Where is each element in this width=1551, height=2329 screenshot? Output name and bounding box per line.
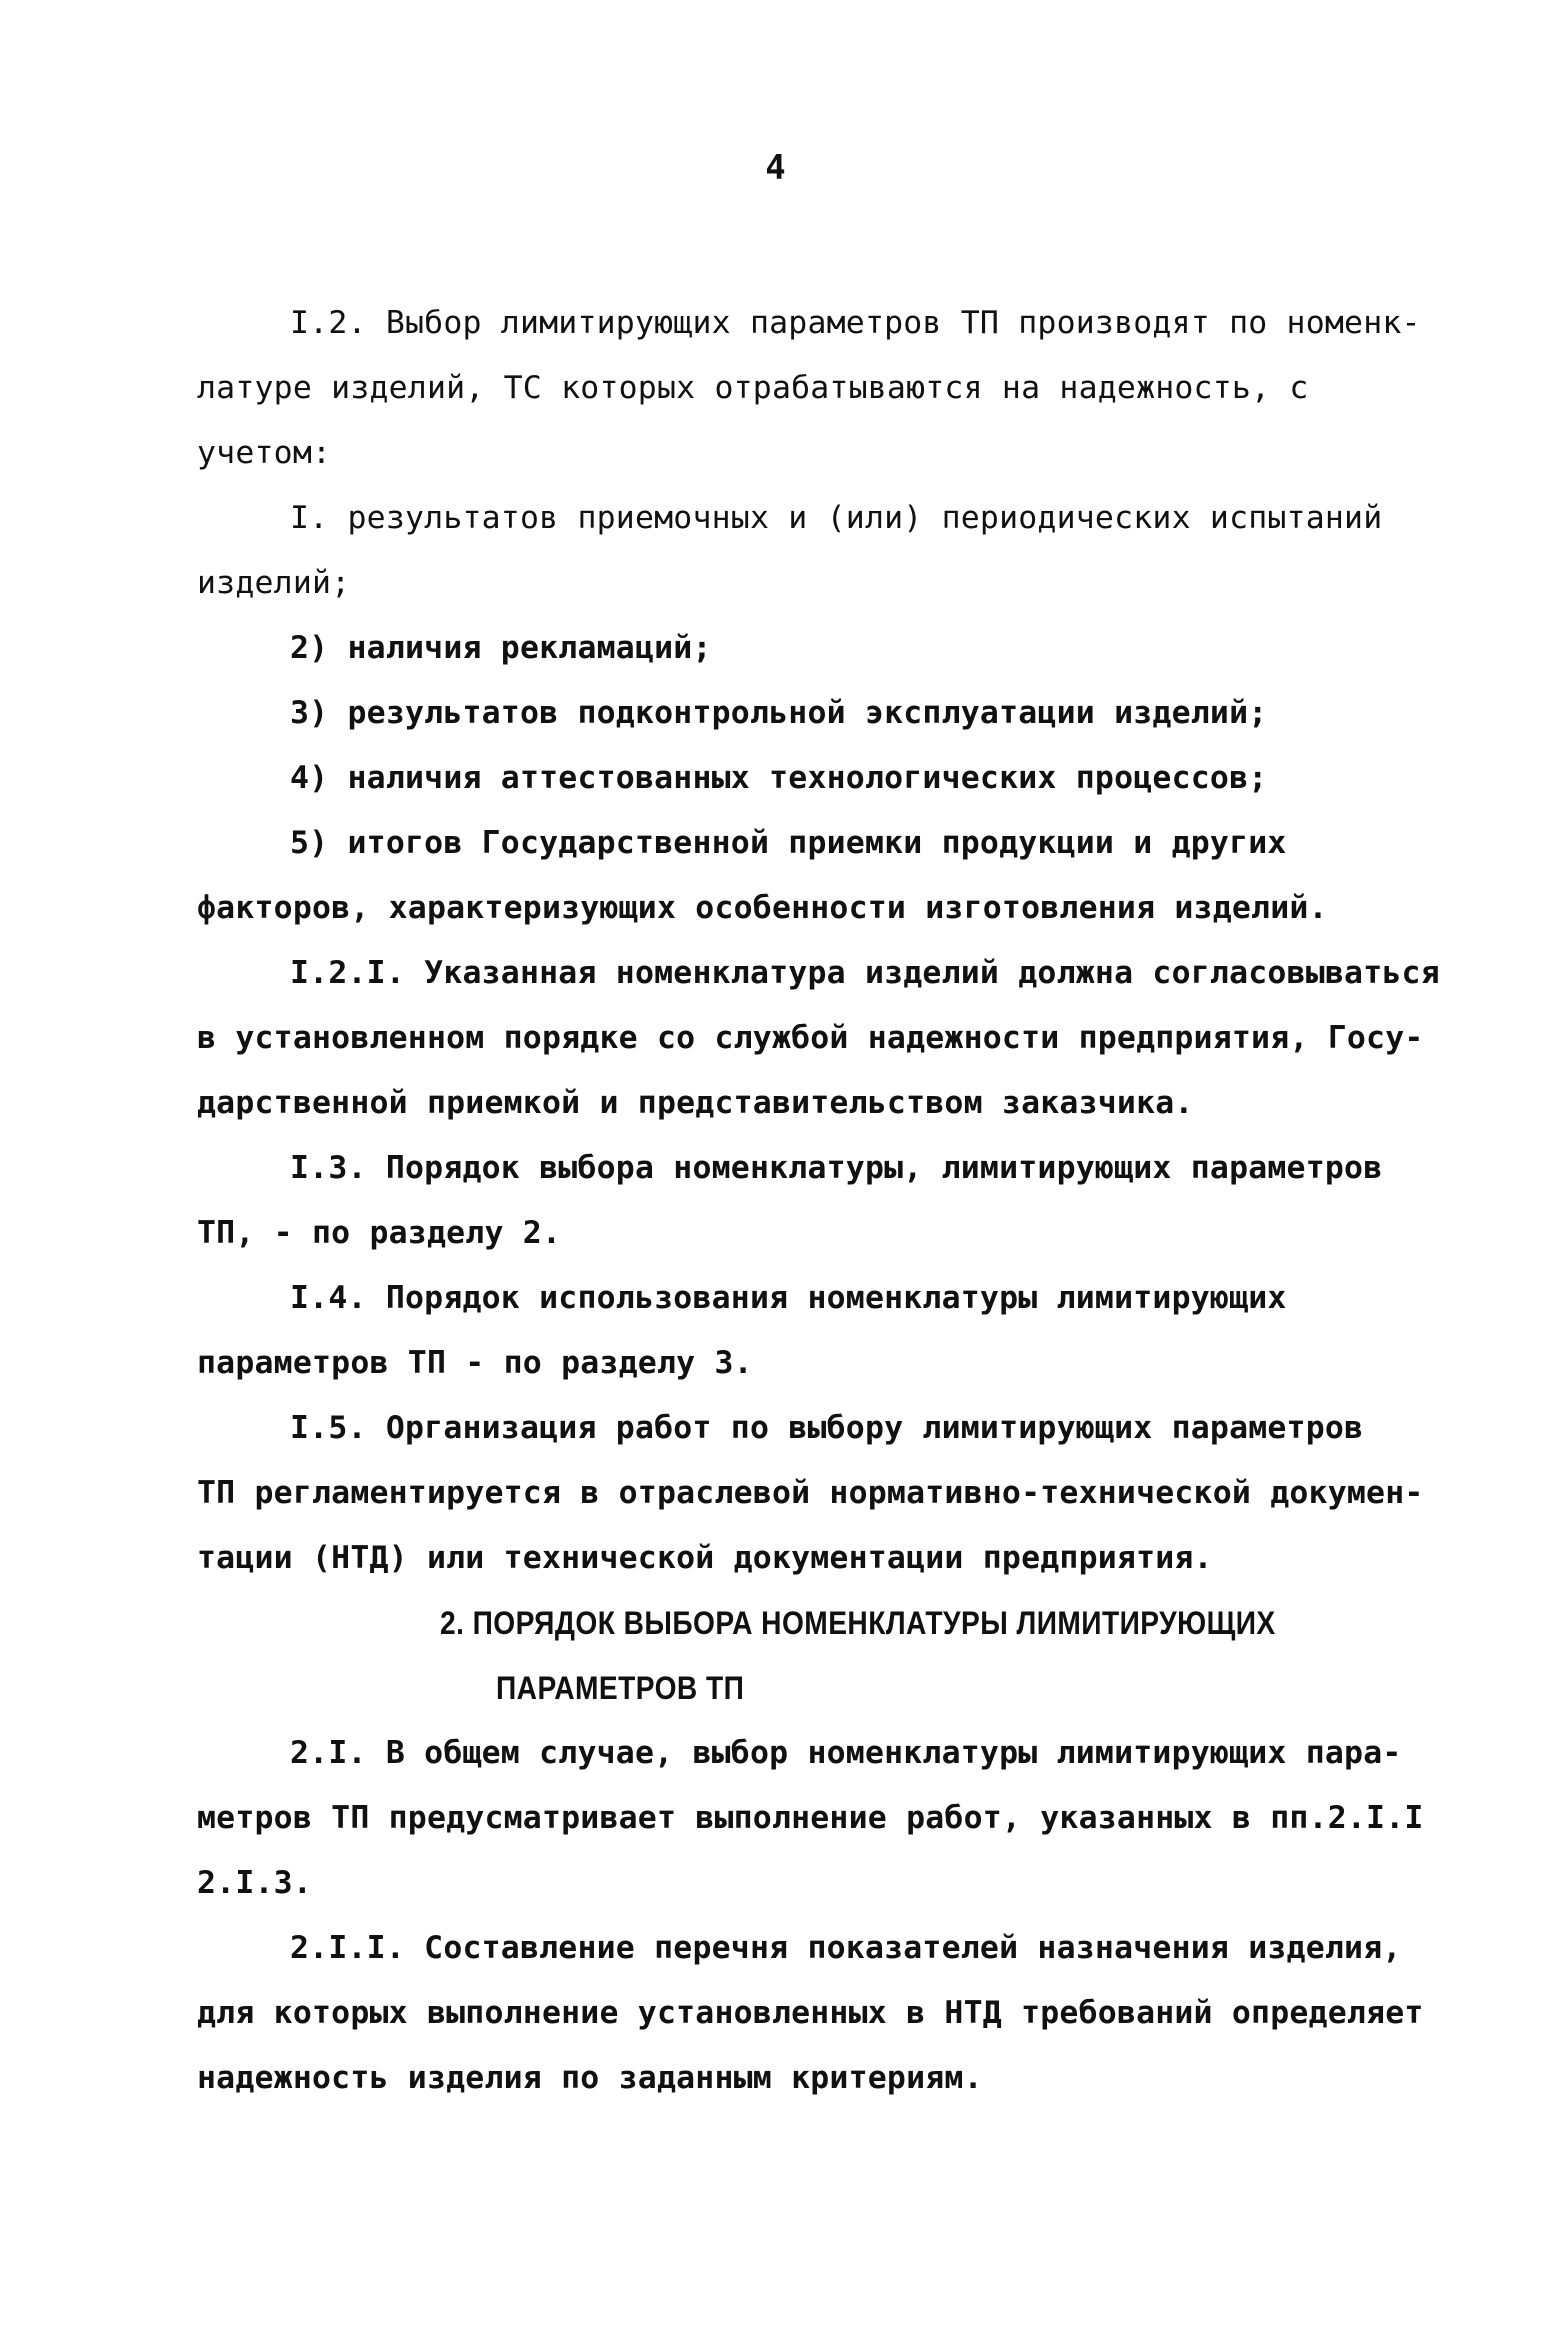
text-line: учетом: [197,435,332,471]
text-line: 2.I. В общем случае, выбор номенклатуры лимитирующих пара- [290,1735,1402,1771]
text-line: 2) наличия рекламаций; [290,630,712,666]
page-number: 4 [765,148,786,188]
text-line: I.2.I. Указанная номенклатура изделий должна согласовываться [290,955,1440,991]
text-line: параметров ТП - по разделу 3. [197,1345,753,1381]
text-line: в установленном порядке со службой надежности предприятия, Госу- [197,1020,1424,1056]
text-line: 2.I.I. Составление перечня показателей назначения изделия, [290,1930,1402,1966]
text-line: 5) итогов Государственной приемки продукции и других [290,825,1287,861]
text-line: латуре изделий, ТС которых отрабатываются на надежность, с [197,370,1309,406]
text-line: ТП, - по разделу 2. [197,1215,562,1251]
text-line: I.5. Организация работ по выбору лимитирующих параметров [290,1410,1364,1446]
text-line: метров ТП предусматривает выполнение работ, указанных в пп.2.I.I [197,1800,1424,1836]
text-line: факторов, характеризующих особенности изготовления изделий. [197,890,1328,926]
section-heading-line-2: ПАРАМЕТРОВ ТП [496,1670,745,1706]
text-line: надежность изделия по заданным критериям. [197,2060,983,2096]
text-line: I.4. Порядок использования номенклатуры лимитирующих [290,1280,1287,1316]
text-line: ТП регламентируется в отраслевой нормативно-технической докумен- [197,1475,1424,1511]
text-line: изделий; [197,565,351,601]
text-line: I.3. Порядок выбора номенклатуры, лимитирующих параметров [290,1150,1383,1186]
section-heading-line-1: 2. ПОРЯДОК ВЫБОРА НОМЕНКЛАТУРЫ ЛИМИТИРУЮЩИХ [440,1605,1276,1641]
text-line: I.2. Выбор лимитирующих параметров ТП производят по номенк- [290,305,1421,341]
text-line: I. результатов приемочных и (или) периодических испытаний [290,500,1383,536]
text-line: для которых выполнение установленных в НТД требований определяет [197,1995,1424,2031]
text-line: 4) наличия аттестованных технологических процессов; [290,760,1268,796]
text-line: 2.I.3. [197,1865,312,1901]
text-line: 3) результатов подконтрольной эксплуатации изделий; [290,695,1268,731]
text-line: тации (НТД) или технической документации предприятия. [197,1540,1213,1576]
text-line: дарственной приемкой и представительством заказчика. [197,1085,1194,1121]
